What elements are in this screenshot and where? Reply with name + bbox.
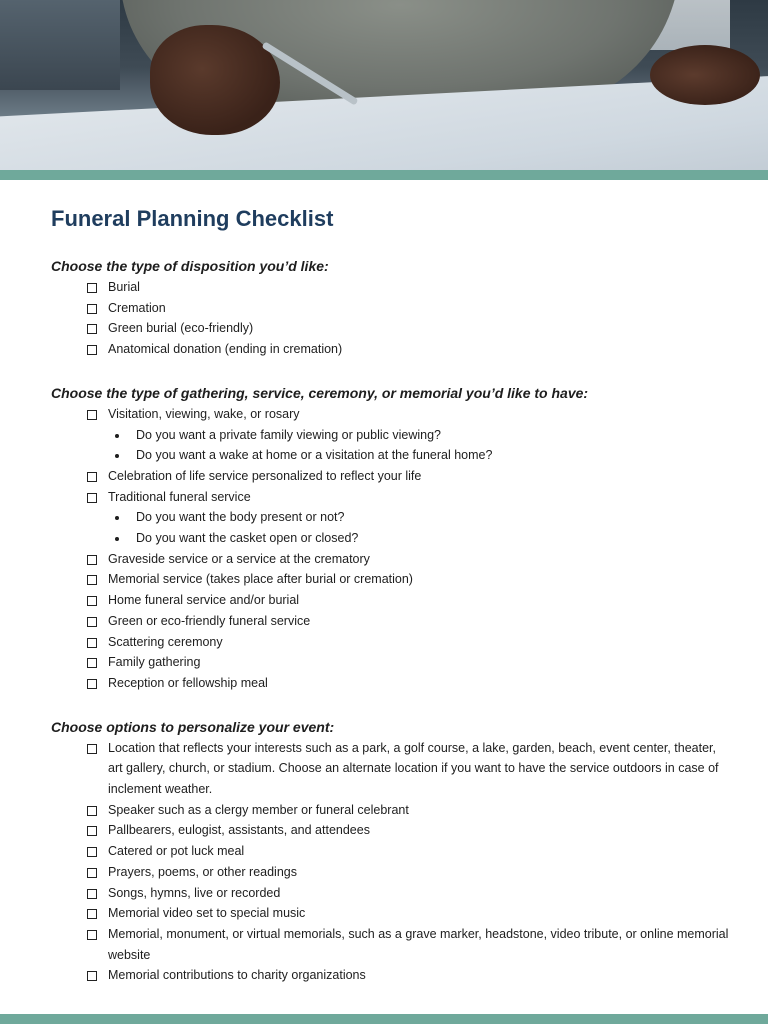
item-label: Prayers, poems, or other readings: [108, 864, 297, 879]
checklist-item: [51, 466, 731, 487]
section-gathering: [51, 383, 731, 694]
checklist-item: [51, 883, 731, 904]
item-label: Memorial contributions to charity organizations: [108, 968, 366, 983]
section-personalize: [51, 717, 731, 986]
sub-question: [51, 445, 731, 466]
checklist-item: [51, 590, 731, 611]
section-heading: Choose the type of disposition you’d like:: [51, 258, 329, 274]
checklist-item: [51, 277, 731, 298]
page-title: Funeral Planning Checklist: [51, 206, 334, 231]
checklist-item: [51, 569, 731, 590]
sub-question: [51, 507, 731, 528]
bottom-accent-band: [0, 1014, 768, 1024]
item-label: Songs, hymns, live or recorded: [108, 885, 281, 900]
checkbox[interactable]: [87, 638, 97, 648]
checklist-item: [51, 841, 731, 862]
checkbox[interactable]: [87, 658, 97, 668]
checklist-item: [51, 652, 731, 673]
checklist-item: [51, 673, 731, 694]
sub-question: [51, 528, 731, 549]
checklist-item: [51, 318, 731, 339]
bullet-icon: [115, 516, 119, 520]
sub-question-label: Do you want the casket open or closed?: [136, 531, 359, 546]
checklist-item: [51, 924, 731, 965]
checkbox[interactable]: [87, 930, 97, 940]
checklist-item: [51, 632, 731, 653]
checkbox[interactable]: [87, 596, 97, 606]
bullet-icon: [115, 537, 119, 541]
checkbox[interactable]: [87, 847, 97, 857]
checklist: [51, 738, 731, 986]
checkbox[interactable]: [87, 575, 97, 585]
header-photo: [0, 0, 768, 170]
checklist-content: [51, 204, 731, 1009]
checklist-item: [51, 820, 731, 841]
sub-question-label: Do you want a private family viewing or public viewing?: [136, 427, 442, 442]
checklist-item: [51, 298, 731, 319]
checkbox[interactable]: [87, 909, 97, 919]
checklist-item: [51, 903, 731, 924]
checkbox[interactable]: [87, 889, 97, 899]
checklist-item: [51, 339, 731, 360]
item-label: Cremation: [108, 300, 166, 315]
checklist-item: [51, 738, 731, 800]
checklist-item: [51, 487, 731, 508]
sub-question-label: Do you want a wake at home or a visitation at the funeral home?: [136, 448, 493, 463]
checklist: [51, 277, 731, 360]
item-label: Anatomical donation (ending in cremation): [108, 342, 343, 357]
item-label: Green burial (eco-friendly): [108, 321, 254, 336]
item-label: Memorial, monument, or virtual memorials, such as a grave marker, headstone, video tribute, or online memorial website: [108, 926, 729, 962]
item-label: Green or eco-friendly funeral service: [108, 613, 311, 628]
item-label: Reception or fellowship meal: [108, 675, 268, 690]
bullet-icon: [115, 434, 119, 438]
checklist-item: [51, 965, 731, 986]
bullet-icon: [115, 454, 119, 458]
item-label: Catered or pot luck meal: [108, 844, 245, 859]
sub-question: [51, 425, 731, 446]
item-label: Celebration of life service personalized to reflect your life: [108, 468, 422, 483]
checkbox[interactable]: [87, 324, 97, 334]
checkbox[interactable]: [87, 806, 97, 816]
checkbox[interactable]: [87, 304, 97, 314]
item-label: Memorial service (takes place after burial or cremation): [108, 572, 413, 587]
photo-writing-hand: [150, 25, 280, 135]
checklist-item: [51, 800, 731, 821]
checkbox[interactable]: [87, 345, 97, 355]
checklist-item: [51, 404, 731, 425]
checkbox[interactable]: [87, 283, 97, 293]
item-label: Home funeral service and/or burial: [108, 593, 300, 608]
checklist-item: [51, 611, 731, 632]
top-accent-band: [0, 170, 768, 180]
photo-background: [0, 0, 120, 90]
checkbox[interactable]: [87, 617, 97, 627]
checklist: [51, 404, 731, 694]
section-disposition: [51, 256, 731, 360]
checkbox[interactable]: [87, 826, 97, 836]
photo-resting-hand: [650, 45, 760, 105]
checkbox[interactable]: [87, 744, 97, 754]
sub-question-label: Do you want the body present or not?: [136, 510, 345, 525]
item-label: Burial: [108, 280, 140, 294]
item-label: Visitation, viewing, wake, or rosary: [108, 406, 300, 421]
checkbox[interactable]: [87, 868, 97, 878]
section-heading: Choose the type of gathering, service, ceremony, or memorial you’d like to have:: [51, 384, 589, 401]
checkbox[interactable]: [87, 971, 97, 981]
item-label: Traditional funeral service: [108, 489, 251, 504]
item-label: Speaker such as a clergy member or funeral celebrant: [108, 802, 409, 817]
item-label: Graveside service or a service at the crematory: [108, 551, 370, 566]
checkbox[interactable]: [87, 472, 97, 482]
item-label: Location that reflects your interests such as a park, a golf course, a lake, garden, beach, event center, theater, art gallery, church, or stadium. Choose an alternate location if you want to have the service outdoors in case of inclement weather.: [108, 740, 719, 797]
section-heading: Choose options to personalize your event:: [51, 718, 335, 735]
item-label: Memorial video set to special music: [108, 906, 306, 921]
checkbox[interactable]: [87, 679, 97, 689]
checkbox[interactable]: [87, 410, 97, 420]
checkbox[interactable]: [87, 555, 97, 565]
item-label: Family gathering: [108, 655, 201, 670]
item-label: Pallbearers, eulogist, assistants, and attendees: [108, 823, 370, 838]
checklist-item: [51, 862, 731, 883]
checkbox[interactable]: [87, 493, 97, 503]
item-label: Scattering ceremony: [108, 634, 223, 649]
checklist-item: [51, 549, 731, 570]
